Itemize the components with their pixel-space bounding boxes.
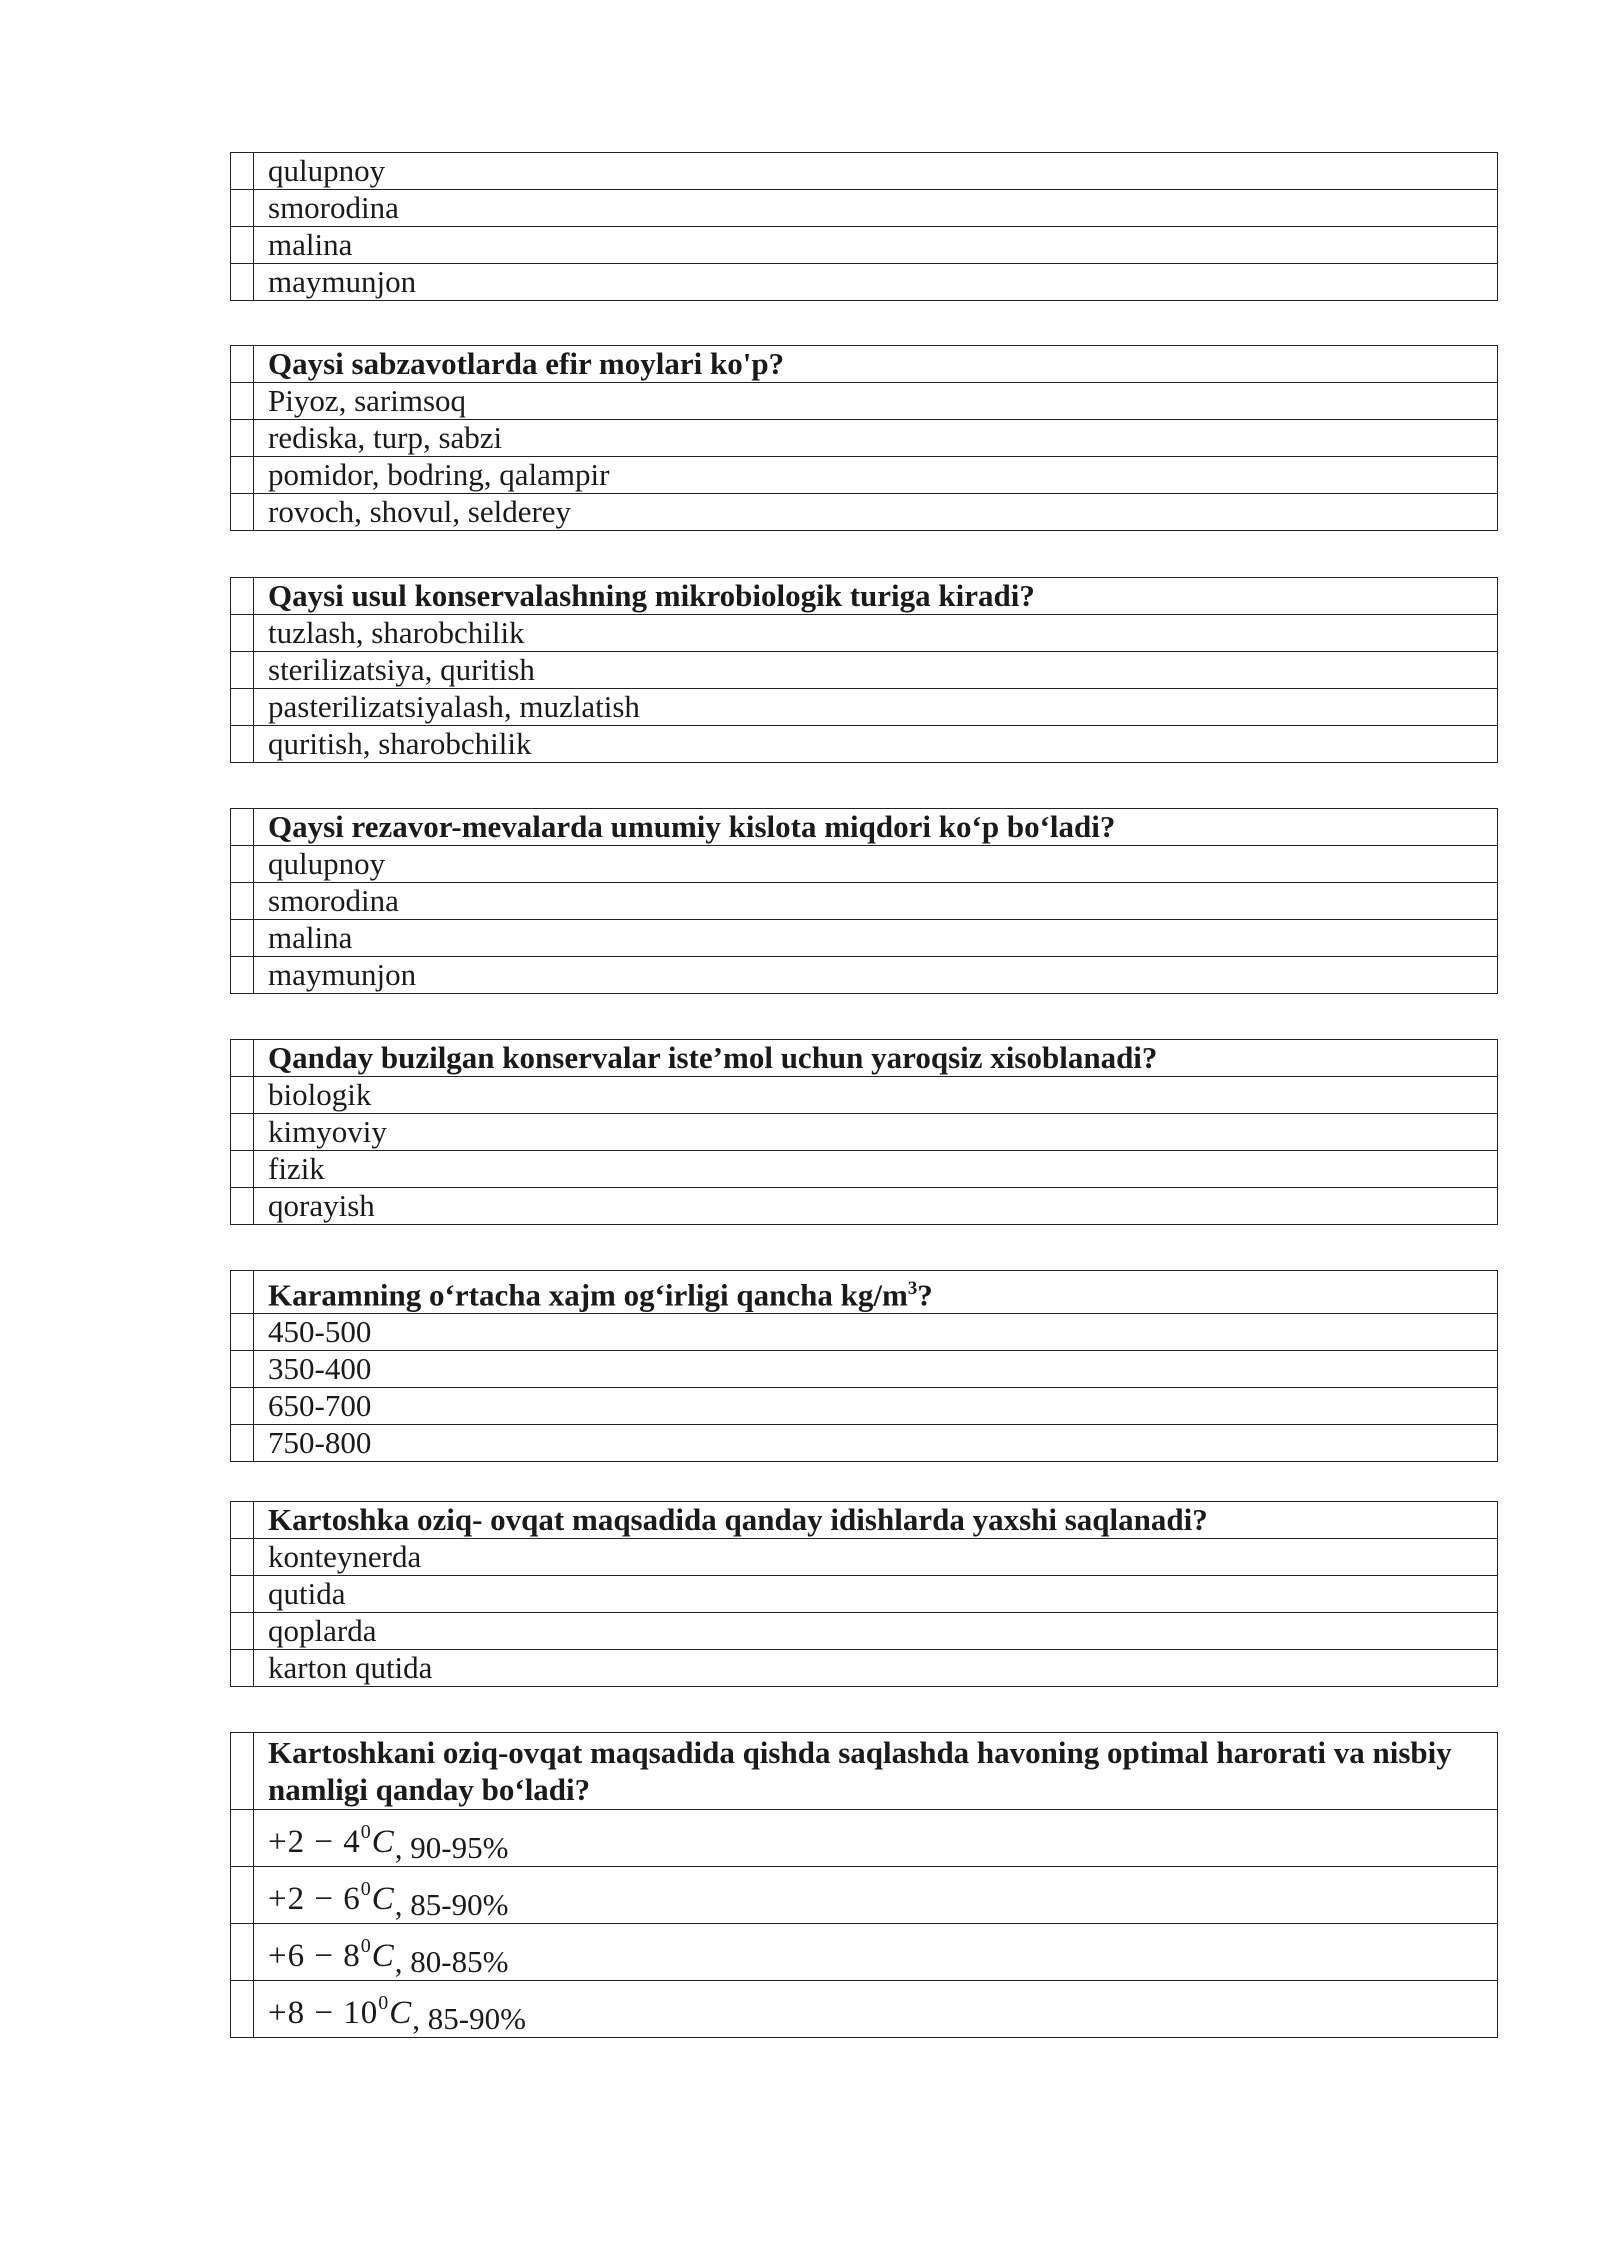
option-row: [231, 264, 1498, 301]
question-block-4: [230, 1039, 1498, 1225]
option-text: maymunjon: [254, 264, 1498, 301]
option-row: [231, 846, 1498, 883]
option-row: [231, 1314, 1498, 1351]
question-row: [231, 1271, 1498, 1314]
question-text: Qaysi rezavor-mevalarda umumiy kislota miqdori ko‘p bo‘ladi?: [254, 809, 1498, 846]
question-block-1: [230, 345, 1498, 531]
option-row: [231, 689, 1498, 726]
option-row: [231, 920, 1498, 957]
option-text: $+2 - 4^0C$, 90-95%: [254, 1810, 1498, 1867]
question-block-2: [230, 577, 1498, 763]
option-text: pasterilizatsiyalash, muzlatish: [254, 689, 1498, 726]
option-row: [231, 957, 1498, 994]
option-text: 450-500: [254, 1314, 1498, 1351]
option-row: [231, 726, 1498, 763]
option-text: malina: [254, 920, 1498, 957]
option-text: fizik: [254, 1151, 1498, 1188]
option-text: biologik: [254, 1077, 1498, 1114]
option-row: [231, 1576, 1498, 1613]
option-row: [231, 1077, 1498, 1114]
option-text: quritish, sharobchilik: [254, 726, 1498, 763]
option-row: [231, 615, 1498, 652]
option-text: qulupnoy: [254, 846, 1498, 883]
option-text: malina: [254, 227, 1498, 264]
option-row: [231, 1188, 1498, 1225]
option-text: 650-700: [254, 1388, 1498, 1425]
option-row: [231, 1867, 1498, 1924]
option-row: [231, 227, 1498, 264]
option-text: pomidor, bodring, qalampir: [254, 457, 1498, 494]
question-row: [231, 1733, 1498, 1810]
question-text: Qaysi usul konservalashning mikrobiologik turiga kiradi?: [254, 578, 1498, 615]
question-block-3: [230, 808, 1498, 994]
question-row: [231, 1502, 1498, 1539]
option-row: [231, 457, 1498, 494]
option-row: [231, 494, 1498, 531]
option-row: [231, 420, 1498, 457]
option-row: [231, 1981, 1498, 2038]
option-text: sterilizatsiya, quritish: [254, 652, 1498, 689]
option-row: [231, 883, 1498, 920]
option-text: konteynerda: [254, 1539, 1498, 1576]
option-row: [231, 1351, 1498, 1388]
question-row: [231, 578, 1498, 615]
option-text: kimyoviy: [254, 1114, 1498, 1151]
option-text: rovoch, shovul, selderey: [254, 494, 1498, 531]
option-text: maymunjon: [254, 957, 1498, 994]
question-block-6: [230, 1501, 1498, 1687]
question-row: [231, 809, 1498, 846]
question-text: Qanday buzilgan konservalar iste’mol uchun yaroqsiz xisoblanadi?: [254, 1040, 1498, 1077]
option-row: [231, 652, 1498, 689]
option-text: qulupnoy: [254, 153, 1498, 190]
option-text: rediska, turp, sabzi: [254, 420, 1498, 457]
option-text: tuzlash, sharobchilik: [254, 615, 1498, 652]
option-row: [231, 1425, 1498, 1462]
option-row: [231, 1151, 1498, 1188]
option-text: $+8 - 10^0C$, 85-90%: [254, 1981, 1498, 2038]
option-row: [231, 383, 1498, 420]
option-text: smorodina: [254, 190, 1498, 227]
question-block-7: [230, 1732, 1498, 2038]
question-text: Kartoshkani oziq-ovqat maqsadida qishda saqlashda havoning optimal harorati va nisbiy namligi qanday bo‘ladi?: [254, 1733, 1498, 1810]
option-text: 750-800: [254, 1425, 1498, 1462]
question-text: Kartoshka oziq- ovqat maqsadida qanday idishlarda yaxshi saqlanadi?: [254, 1502, 1498, 1539]
option-row: [231, 1650, 1498, 1687]
option-row: [231, 190, 1498, 227]
question-text: Qaysi sabzavotlarda efir moylari ko'p?: [254, 346, 1498, 383]
option-text: $+6 - 8^0C$, 80-85%: [254, 1924, 1498, 1981]
option-text: qorayish: [254, 1188, 1498, 1225]
option-row: [231, 1613, 1498, 1650]
question-block-5: [230, 1270, 1498, 1462]
option-text: smorodina: [254, 883, 1498, 920]
option-row: [231, 1114, 1498, 1151]
option-row: [231, 1388, 1498, 1425]
option-text: Piyoz, sarimsoq: [254, 383, 1498, 420]
question-row: [231, 346, 1498, 383]
option-row: [231, 1924, 1498, 1981]
question-text: Karamning o‘rtacha xajm og‘irligi qancha $kg/m^3$?: [254, 1271, 1498, 1314]
option-text: 350-400: [254, 1351, 1498, 1388]
option-text: qutida: [254, 1576, 1498, 1613]
option-text: qoplarda: [254, 1613, 1498, 1650]
option-row: [231, 1539, 1498, 1576]
option-row: [231, 1810, 1498, 1867]
option-row: [231, 153, 1498, 190]
option-text: $+2 - 6^0C$, 85-90%: [254, 1867, 1498, 1924]
option-text: karton qutida: [254, 1650, 1498, 1687]
question-block-0: [230, 152, 1498, 301]
question-row: [231, 1040, 1498, 1077]
